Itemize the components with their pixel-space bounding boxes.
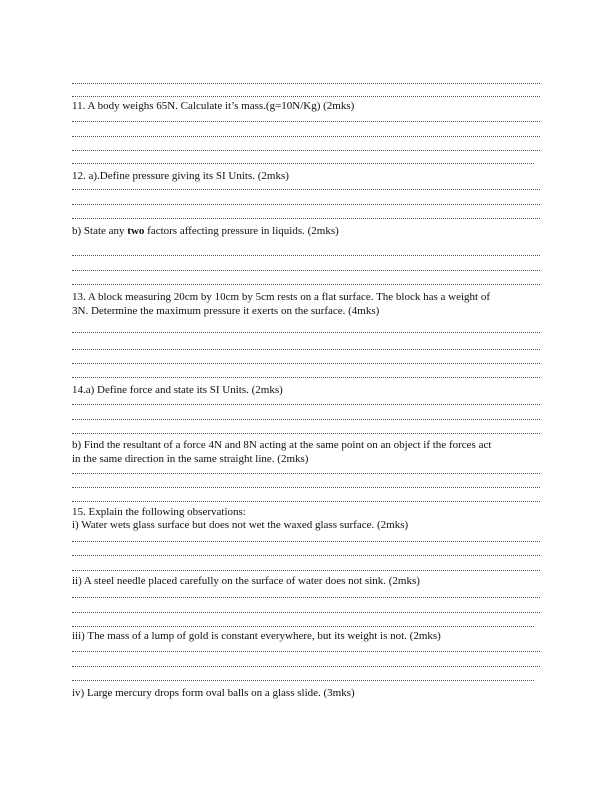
answer-line (72, 349, 540, 350)
question-15ii: ii) A steel needle placed carefully on the surface of water does not sink. (2mks) (72, 575, 420, 587)
answer-line (72, 270, 540, 271)
question-11: 11. A body weighs 65N. Calculate it’s mass.(g=10N/Kg) (2mks) (72, 100, 355, 112)
question-12a: 12. a).Define pressure giving its SI Units. (2mks) (72, 170, 289, 182)
answer-line (72, 363, 540, 364)
answer-line (72, 218, 540, 219)
question-15iii: iii) The mass of a lump of gold is constant everywhere, but its weight is not. (2mks) (72, 630, 441, 642)
question-13-line2: 3N. Determine the maximum pressure it exerts on the surface. (4mks) (72, 305, 380, 317)
answer-line (72, 570, 540, 571)
answer-line (72, 121, 540, 122)
answer-line (72, 377, 540, 378)
answer-line (72, 332, 540, 333)
answer-line (72, 83, 540, 84)
question-12b-prefix: b) State any (72, 225, 128, 237)
question-12b-suffix: factors affecting pressure in liquids. (2mks) (144, 225, 339, 237)
answer-line (72, 284, 540, 285)
answer-line (72, 473, 540, 474)
answer-line (72, 597, 540, 598)
answer-line (72, 666, 540, 667)
answer-line (72, 626, 534, 627)
answer-line (72, 255, 540, 256)
answer-line (72, 501, 540, 502)
question-13-line1: 13. A block measuring 20cm by 10cm by 5cm rests on a flat surface. The block has a weight of (72, 291, 490, 303)
answer-line (72, 163, 534, 164)
answer-line (72, 651, 540, 652)
question-14a: 14.a) Define force and state its SI Units. (2mks) (72, 384, 283, 396)
answer-line (72, 680, 534, 681)
question-15: 15. Explain the following observations: (72, 506, 246, 518)
answer-line (72, 541, 540, 542)
answer-line (72, 404, 540, 405)
answer-line (72, 419, 540, 420)
answer-line (72, 555, 540, 556)
answer-line (72, 433, 540, 434)
question-12b (72, 225, 339, 238)
answer-line (72, 150, 540, 151)
answer-line (72, 612, 540, 613)
answer-line (72, 189, 540, 190)
answer-line (72, 487, 540, 488)
answer-line (72, 204, 540, 205)
question-12b-emphasis: two (127, 225, 145, 237)
question-15i: i) Water wets glass surface but does not wet the waxed glass surface. (2mks) (72, 519, 409, 531)
question-14b-line1: b) Find the resultant of a force 4N and 8N acting at the same point on an object if the forces act (72, 439, 492, 451)
question-14b-line2: in the same direction in the same straight line. (2mks) (72, 453, 309, 465)
question-15iv: iv) Large mercury drops form oval balls on a glass slide. (3mks) (72, 687, 355, 699)
answer-line (72, 136, 540, 137)
answer-line (72, 96, 540, 97)
